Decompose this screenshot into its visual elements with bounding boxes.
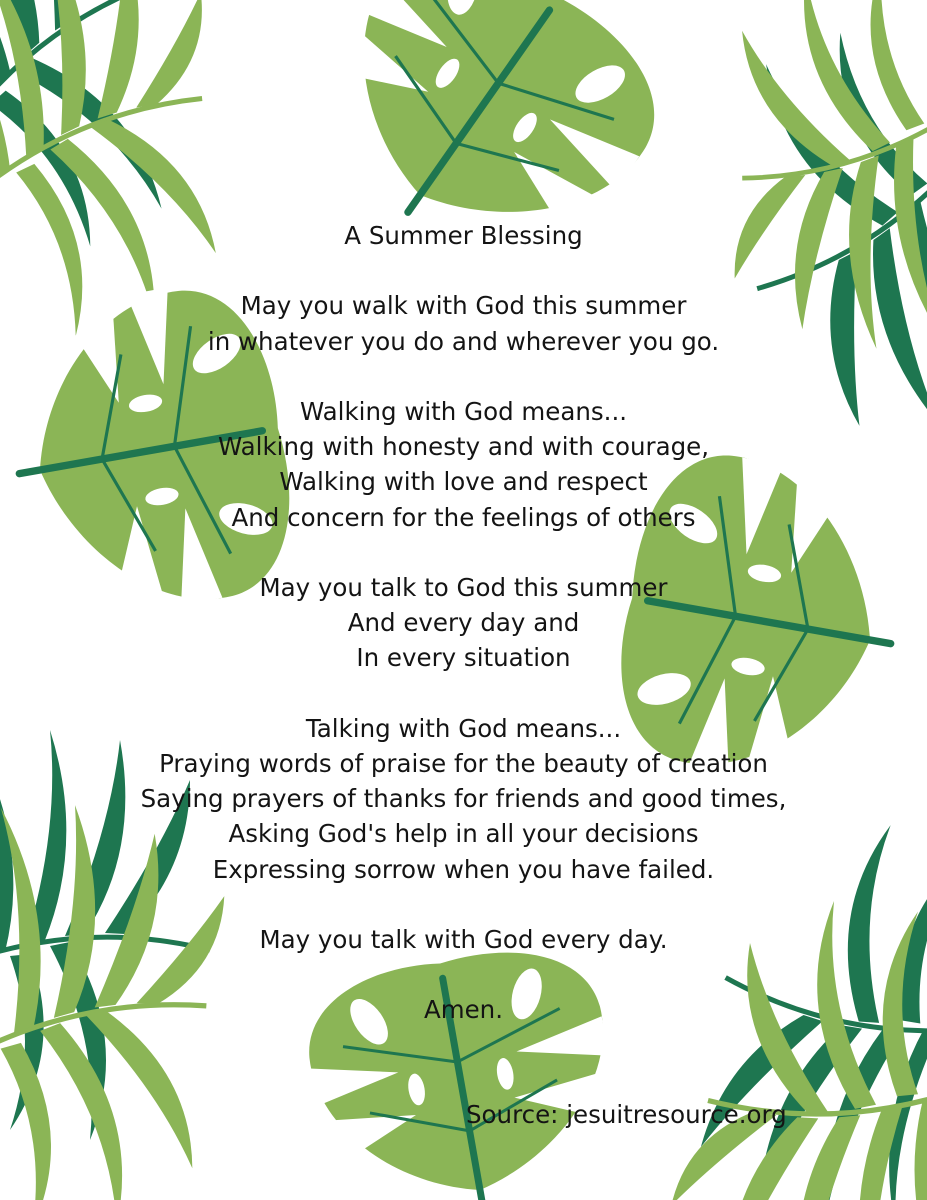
poem-line: Expressing sorrow when you have failed. (212, 854, 715, 884)
poem-line: May you talk to God this summer (259, 572, 668, 602)
poem-line: In every situation (356, 643, 571, 673)
poem-closing: May you talk with God every day. (259, 924, 668, 954)
poem-line: And concern for the feelings of others (231, 502, 696, 532)
poem-line: Saying prayers of thanks for friends and good times, (140, 784, 787, 814)
poem-line: Walking with honesty and with courage, (217, 432, 710, 462)
poem-line: Talking with God means... (305, 713, 622, 743)
poem-line: Walking with God means... (299, 396, 628, 426)
poem-line: Walking with love and respect (279, 467, 648, 497)
poem-line: Asking God's help in all your decisions (228, 819, 699, 849)
poem-line: Praying words of praise for the beauty of creation (159, 748, 768, 778)
poem-amen: Amen. (423, 995, 503, 1025)
poem-title: A Summer Blessing (344, 221, 583, 250)
poem-line: May you walk with God this summer (240, 291, 687, 321)
poem (0, 218, 927, 1028)
source-credit: Source: jesuitresource.org (466, 1100, 787, 1129)
poem-line: in whatever you do and wherever you go. (207, 326, 720, 356)
poem-line: And every day and (347, 608, 580, 638)
